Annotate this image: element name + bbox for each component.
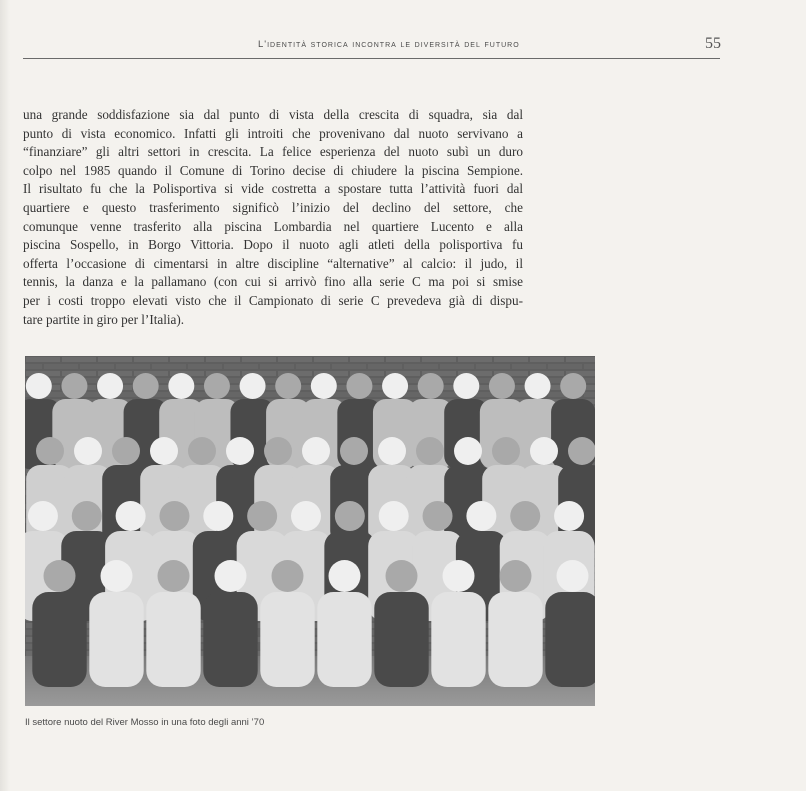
swimmer-body: [317, 592, 371, 687]
swimmer-head: [159, 501, 189, 531]
swimmer-head: [44, 560, 76, 592]
body-line: offerta l’occasione di cimentarsi in altre discipline “alternative” al calcio: il judo, il: [23, 255, 523, 271]
swimmer-head: [272, 560, 304, 592]
swimmer-head: [226, 437, 254, 465]
swimmer-head: [423, 501, 453, 531]
body-line: punto di vista economico. Infatti gli introiti che provenivano dal nuoto servivano a: [23, 125, 523, 141]
swimmer-head: [36, 437, 64, 465]
swimmer-head: [302, 437, 330, 465]
swimmer-body: [374, 592, 428, 687]
swimmer-head: [215, 560, 247, 592]
team-photo: [25, 356, 595, 706]
swimmer-head: [378, 437, 406, 465]
swimmer-head: [28, 501, 58, 531]
swimmer-head: [133, 373, 159, 399]
header-rule: [23, 58, 720, 59]
swimmer-body: [89, 592, 143, 687]
swimmer-body: [260, 592, 314, 687]
swimmer-head: [560, 373, 586, 399]
swimmer-head: [150, 437, 178, 465]
swimmer-head: [530, 437, 558, 465]
swimmer-body: [203, 592, 257, 687]
swimmer-head: [492, 437, 520, 465]
body-line: Il risultato fu che la Polisportiva si vide costretta a spostare tutta l’attività fuori dal: [23, 181, 523, 197]
swimmer-head: [340, 437, 368, 465]
swimmer-head: [240, 373, 266, 399]
swimmer-head: [275, 373, 301, 399]
swimmer-head: [203, 501, 233, 531]
swimmer-head: [510, 501, 540, 531]
body-line: tare partite in giro per l’Italia).: [23, 311, 185, 327]
page-number: 55: [705, 35, 721, 52]
body-line: “finanziare” gli altri settori in crescita. La felice esperienza del nuoto subì un duro: [23, 144, 523, 160]
swimmer-head: [379, 501, 409, 531]
swimmer-head: [101, 560, 133, 592]
swimmer-head: [454, 437, 482, 465]
swimmer-head: [382, 373, 408, 399]
swimmer-head: [386, 560, 418, 592]
swimmer-body: [431, 592, 485, 687]
swimmer-body: [32, 592, 86, 687]
swimmer-body: [545, 592, 595, 687]
swimmer-head: [112, 437, 140, 465]
swimmer-head: [554, 501, 584, 531]
swimmer-head: [264, 437, 292, 465]
swimmer-head: [158, 560, 190, 592]
swimmer-head: [188, 437, 216, 465]
swimmer-head: [97, 373, 123, 399]
swimmer-head: [418, 373, 444, 399]
swimmer-head: [291, 501, 321, 531]
swimmer-head: [329, 560, 361, 592]
running-header: L'identità storica incontra le diversità del futuro: [258, 39, 520, 50]
body-line: tennis, la danza e la pallamano (con cui si arrivò fino alla serie C ma poi si smise: [23, 274, 523, 290]
swimmer-head: [311, 373, 337, 399]
photo-caption: Il settore nuoto del River Mosso in una foto degli anni ’70: [25, 717, 265, 728]
body-line: quartiere e questo trasferimento significò l’inizio del declino del settore, che: [23, 199, 523, 215]
body-line: una grande soddisfazione sia dal punto di vista della crescita di squadra, sia dal: [23, 107, 523, 122]
swimmer-head: [416, 437, 444, 465]
swimmer-head: [204, 373, 230, 399]
swimmer-head: [61, 373, 87, 399]
swimmer-head: [557, 560, 589, 592]
swimmer-head: [168, 373, 194, 399]
swimmer-head: [489, 373, 515, 399]
body-line: comunque venne trasferito alla piscina Lombardia nel quartiere Lucento e alla: [23, 218, 523, 234]
swimmer-head: [346, 373, 372, 399]
swimmer-head: [26, 373, 52, 399]
swimmer-body: [146, 592, 200, 687]
swimmer-head: [453, 373, 479, 399]
swimmer-head: [443, 560, 475, 592]
swimmer-head: [247, 501, 277, 531]
body-paragraph: [23, 106, 523, 329]
page-edge: [0, 0, 10, 791]
swimmer-head: [116, 501, 146, 531]
body-line: piscina Sospello, in Borgo Vittoria. Dopo il nuoto agli atleti della polisportiva fu: [23, 237, 523, 253]
body-line: per i costi troppo elevati visto che il Campionato di serie C prevedeva già di dispu-: [23, 292, 523, 308]
swimmer-body: [488, 592, 542, 687]
swimmer-head: [525, 373, 551, 399]
swimmer-head: [466, 501, 496, 531]
body-line: colpo nel 1985 quando il Comune di Torino decise di chiudere la piscina Sempione.: [23, 162, 523, 178]
swimmer-head: [568, 437, 595, 465]
swimmer-head: [500, 560, 532, 592]
swimmer-head: [72, 501, 102, 531]
swimmer-head: [335, 501, 365, 531]
swimmer-head: [74, 437, 102, 465]
